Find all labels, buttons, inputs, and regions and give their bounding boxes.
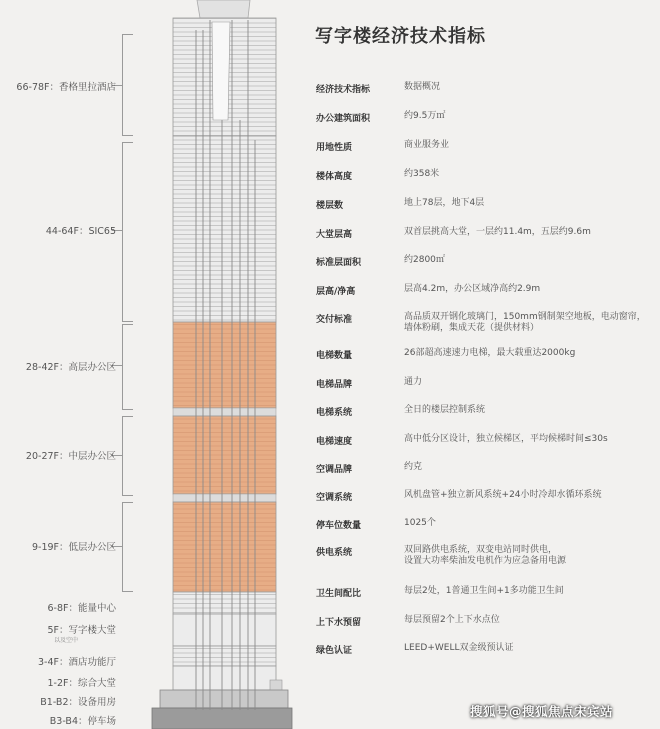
main-lobby-zone [173, 666, 276, 690]
floor-label-low-office: 9-19F：低层办公区 [31, 542, 116, 553]
spec-value: 高中低分区设计，独立候梯区，平均候梯时间≤30s [404, 434, 608, 444]
floor-label-main-lobby: 1-2F：综合大堂 [47, 678, 116, 689]
mid-office-zone [173, 416, 276, 494]
bracket-high-office [122, 324, 133, 410]
spec-value: LEED+WELL双金级预认证 [404, 643, 514, 653]
bracket-hotel [122, 34, 133, 136]
spec-key: 交付标准 [316, 315, 353, 325]
spec-value: 每层2处，1普通卫生间+1多功能卫生间 [404, 586, 564, 596]
page-title: 写字楼经济技术指标 [315, 26, 486, 47]
spec-key: 电梯数量 [316, 351, 353, 361]
spec-value: 约2800㎡ [404, 255, 445, 265]
energy-zone [173, 592, 276, 614]
spec-key: 供电系统 [316, 548, 353, 558]
floor-label-parking: B3-B4：停车场 [49, 716, 116, 727]
parking-zone [152, 708, 292, 729]
lobby-zone [173, 614, 276, 646]
floor-sublabel-office-lobby: 以及空中 [54, 637, 79, 644]
spec-value: 26部超高速速力电梯，最大载重达2000kg [404, 348, 576, 358]
spec-value: 1025个 [404, 518, 436, 528]
floor-label-high-office: 28-42F：高层办公区 [25, 362, 116, 373]
spec-value: 通力 [404, 377, 423, 387]
spec-key: 楼体高度 [316, 172, 353, 182]
spec-value: 约克 [404, 462, 423, 472]
spec-value: 双回路供电系统，双变电站同时供电， [404, 545, 558, 555]
spec-header-key: 经济技术指标 [316, 85, 371, 95]
spec-value-line2: 设置大功率柴油发电机作为应急备用电源 [404, 556, 567, 566]
function-hall-zone [173, 646, 276, 666]
spec-key: 绿色认证 [316, 646, 353, 656]
spec-key: 楼层数 [316, 201, 344, 211]
spec-value: 地上78层，地下4层 [404, 198, 485, 208]
spec-value: 层高4.2m，办公区域净高约2.9m [404, 284, 541, 294]
spec-key: 电梯系统 [316, 408, 353, 418]
spec-key: 标准层面积 [316, 258, 362, 268]
spec-key: 办公建筑面积 [316, 114, 371, 124]
floor-label-hotel: 66-78F：香格里拉酒店 [16, 82, 116, 93]
spec-key: 卫生间配比 [316, 589, 362, 599]
spec-key: 电梯品牌 [316, 380, 353, 390]
spec-value: 风机盘管+独立新风系统+24小时冷却水循环系统 [404, 490, 602, 500]
spec-value-line2: 墙体粉刷，集成天花（提供材料） [404, 323, 540, 333]
spec-key: 用地性质 [316, 143, 353, 153]
source-watermark: 搜狐号@搜狐焦点宋宾站 [470, 704, 614, 719]
spec-header-value: 数据概况 [404, 82, 441, 92]
bracket-sic65 [122, 142, 133, 322]
floor-label-energy: 6-8F：能量中心 [47, 603, 116, 614]
bracket-low-office [122, 502, 133, 592]
spec-key: 上下水预留 [316, 618, 362, 628]
spec-value: 商业服务业 [404, 140, 450, 150]
floor-label-sic65: 44-64F：SIC65 [45, 226, 116, 237]
low-office-zone [173, 502, 276, 592]
spec-key: 大堂层高 [316, 230, 353, 240]
spec-value: 每层预留2个上下水点位 [404, 615, 500, 625]
spec-value: 约358米 [404, 169, 440, 179]
sic65-zone [173, 136, 276, 322]
basement-zone [160, 690, 288, 708]
spec-key: 层高/净高 [316, 287, 356, 297]
floor-label-function-hall: 3-4F：酒店功能厅 [38, 657, 116, 668]
floor-label-office-lobby: 5F：写字楼大堂 [47, 625, 116, 636]
tower-crown [197, 0, 250, 18]
spec-value: 全日的楼层控制系统 [404, 405, 486, 415]
spec-key: 电梯速度 [316, 437, 353, 447]
bracket-mid-office [122, 416, 133, 496]
spec-key: 空调系统 [316, 493, 353, 503]
high-office-zone [173, 322, 276, 408]
floor-label-equipment: B1-B2：设备用房 [40, 697, 116, 708]
spec-value: 双首层挑高大堂，一层约11.4m，五层约9.6m [404, 227, 591, 237]
spec-value: 高品质双开钢化玻璃门，150mm钢制架空地板，电动窗帘， [404, 312, 646, 322]
spec-key: 停车位数量 [316, 521, 362, 531]
spec-key: 空调品牌 [316, 465, 353, 475]
spec-value: 约9.5万㎡ [404, 111, 446, 121]
floor-label-mid-office: 20-27F：中层办公区 [25, 451, 116, 462]
